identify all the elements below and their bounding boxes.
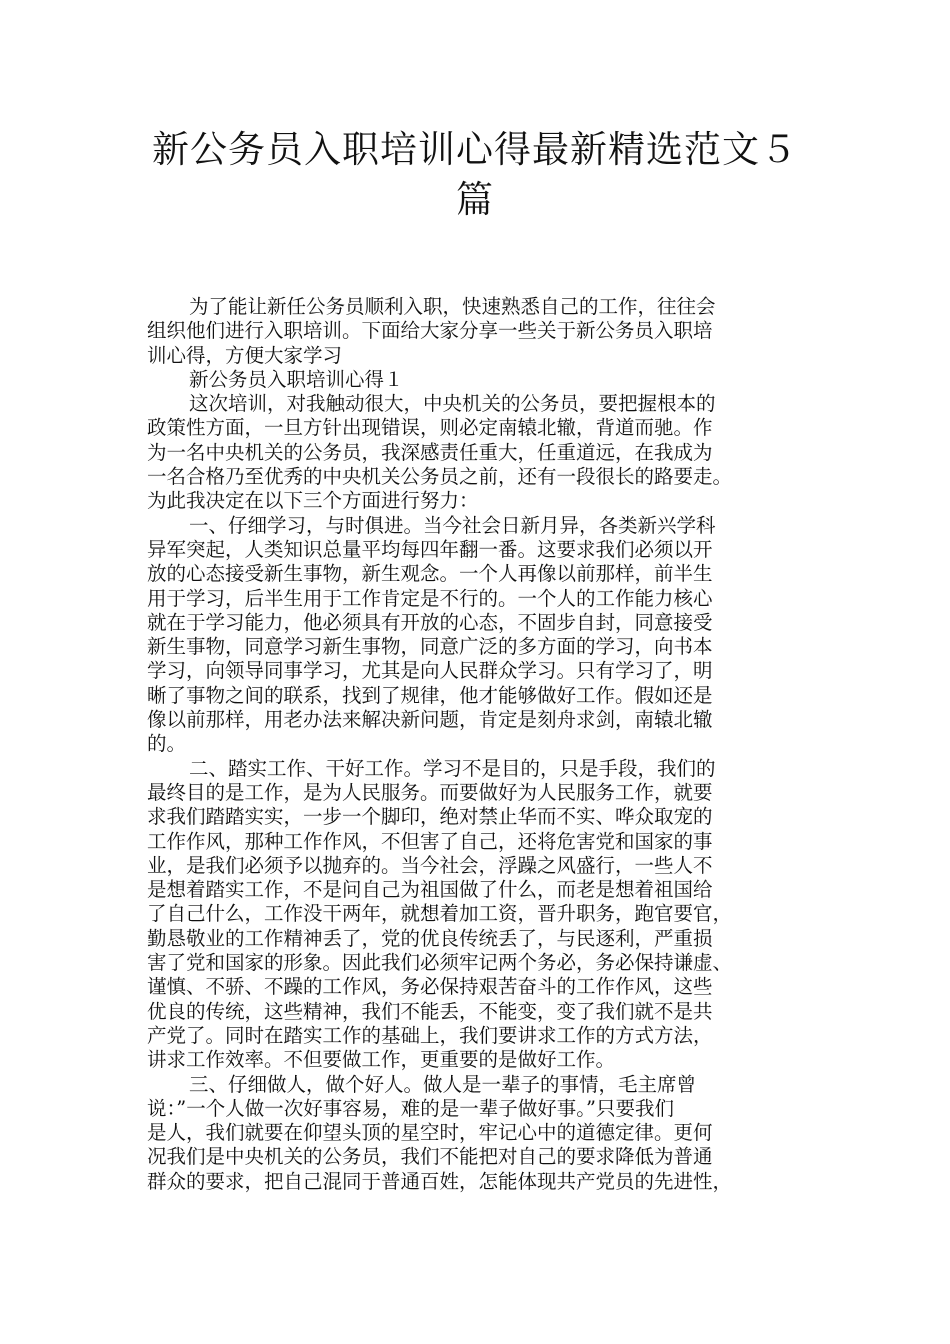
text-line: 为了能让新任公务员顺利入职，快速熟悉自己的工作，往往会 <box>189 295 716 318</box>
text-line: 一名合格乃至优秀的中央机关公务员之前，还有一段很长的路要走。 <box>147 465 733 489</box>
text-line: 优良的传统，这些精神，我们不能丢，不能变，变了我们就不是共 <box>147 999 713 1023</box>
text-line: 了自己什么，工作没干两年，就想着加工资，晋升职务，跑官要官， <box>147 902 733 926</box>
text-line: 一、仔细学习，与时俱进。当今社会日新月异，各类新兴学科 <box>189 513 716 537</box>
text-line: 新公务员入职培训心得１ <box>189 367 404 391</box>
text-line: 这次培训，对我触动很大，中央机关的公务员，要把握根本的 <box>189 392 716 416</box>
text-line: 产党了。同时在踏实工作的基础上，我们要讲求工作的方式方法， <box>147 1023 713 1047</box>
text-line: 学习，向领导同事学习，尤其是向人民群众学习。只有学习了，明 <box>147 659 713 683</box>
title-line-1: 新公务员入职培训心得最新精选范文５ <box>152 128 798 171</box>
text-line: 像以前那样，用老办法来解决新问题，肯定是刻舟求剑，南辕北辙 <box>147 708 713 732</box>
text-line: 组织他们进行入职培训。下面给大家分享一些关于新公务员入职培 <box>147 319 713 343</box>
text-line: 说：”一个人做一次好事容易，难的是一辈子做好事。”只要我们 <box>147 1096 674 1120</box>
text-line: 放的心态接受新生事物，新生观念。一个人再像以前那样，前半生 <box>147 562 713 586</box>
text-line: 是人，我们就要在仰望头顶的星空时，牢记心中的道德定律。更何 <box>147 1121 713 1145</box>
text-line: 讲求工作效率。不但要做工作，更重要的是做好工作。 <box>147 1048 616 1072</box>
text-line: 三、仔细做人，做个好人。做人是一辈子的事情，毛主席曾 <box>189 1072 697 1096</box>
text-line: 是想着踏实工作，不是问自己为祖国做了什么，而老是想着祖国给 <box>147 878 713 902</box>
text-line: 群众的要求，把自己混同于普通百姓，怎能体现共产党员的先进性， <box>147 1169 733 1193</box>
text-line: 训心得，方便大家学习 <box>147 343 343 367</box>
text-line: 二、踏实工作、干好工作。学习不是目的，只是手段，我们的 <box>189 756 716 780</box>
text-line: 工作作风，那种工作作风，不但害了自己，还将危害党和国家的事 <box>147 829 713 853</box>
text-line: 政策性方面，一旦方针出现错误，则必定南辕北辙，背道而驰。作 <box>147 416 713 440</box>
text-line: 的。 <box>147 732 187 756</box>
title-line-2: 篇 <box>456 178 494 221</box>
text-line: 新生事物，同意学习新生事物，同意广泛的多方面的学习，向书本 <box>147 635 713 659</box>
text-line: 晰了事物之间的联系，找到了规律，他才能够做好工作。假如还是 <box>147 683 713 707</box>
document-body <box>147 295 827 1194</box>
text-line: 为一名中央机关的公务员，我深感责任重大，任重道远，在我成为 <box>147 440 713 464</box>
text-line: 就在于学习能力，他必须具有开放的心态，不固步自封，同意接受 <box>147 610 713 634</box>
text-line: 况我们是中央机关的公务员，我们不能把对自己的要求降低为普通 <box>147 1145 713 1169</box>
text-line: 勤恳敬业的工作精神丢了，党的优良传统丢了，与民逐利，严重损 <box>147 926 713 950</box>
text-line: 谨慎、不骄、不躁的工作风，务必保持艰苦奋斗的工作作风，这些 <box>147 975 713 999</box>
text-line: 求我们踏踏实实，一步一个脚印，绝对禁止华而不实、哗众取宠的 <box>147 805 713 829</box>
text-line: 为此我决定在以下三个方面进行努力： <box>147 489 479 513</box>
document-title <box>140 125 810 225</box>
text-line: 异军突起，人类知识总量平均每四年翻一番。这要求我们必须以开 <box>147 537 713 561</box>
text-line: 用于学习，后半生用于工作肯定是不行的。一个人的工作能力核心 <box>147 586 713 610</box>
text-line: 害了党和国家的形象。因此我们必须牢记两个务必，务必保持谦虚、 <box>147 951 733 975</box>
text-line: 最终目的是工作，是为人民服务。而要做好为人民服务工作，就要 <box>147 780 713 804</box>
text-line: 业，是我们必须予以抛弃的。当今社会，浮躁之风盛行，一些人不 <box>147 853 713 877</box>
